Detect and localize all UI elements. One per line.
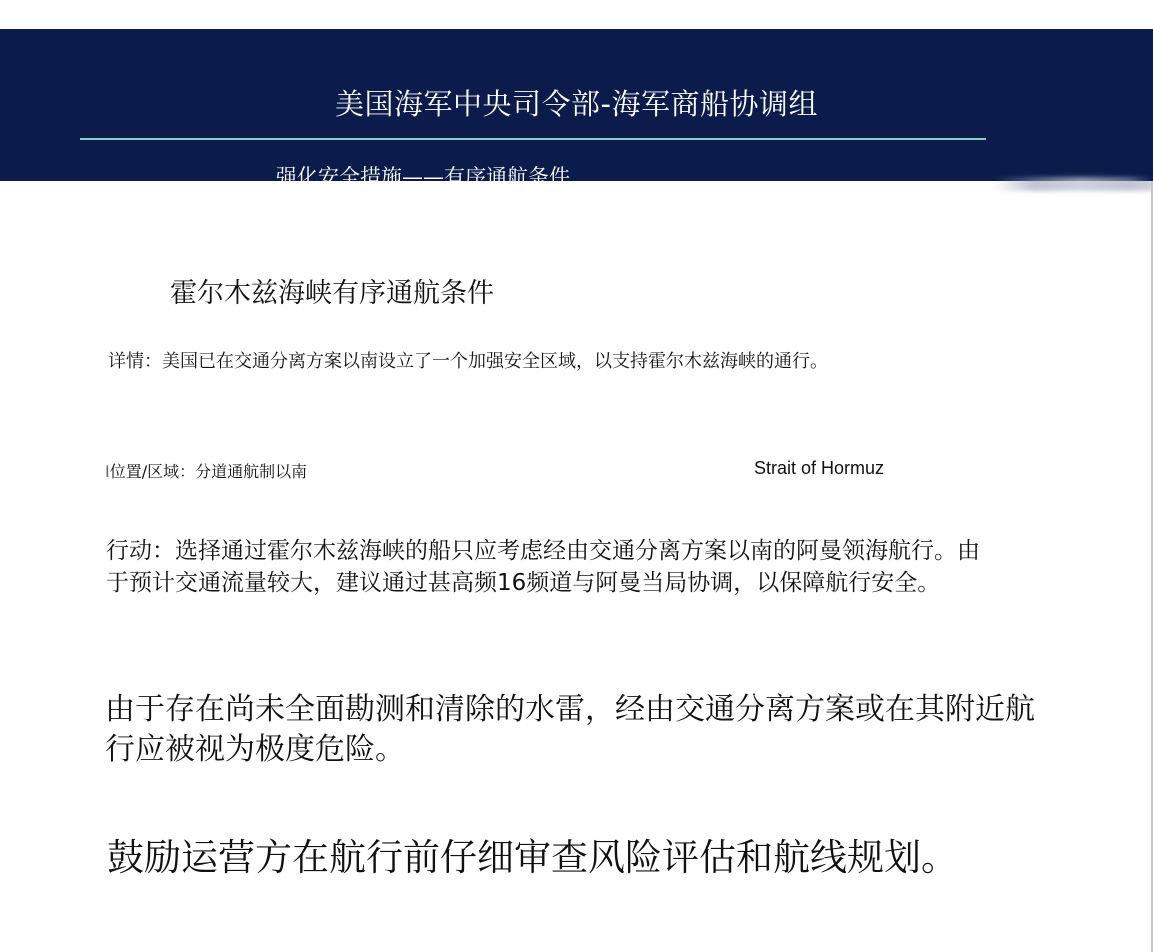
redacted-mark [993, 177, 1153, 191]
operator-advice: 鼓励运营方在航行前仔细审查风险评估和航线规划。 [107, 836, 958, 879]
location-text: 位置/区域：分道通航制以南 [109, 462, 308, 481]
header-divider [80, 138, 986, 140]
location-prefix: I [105, 462, 110, 481]
header-subtitle: 强化安全措施——有序通航条件 [276, 165, 570, 189]
header-title: 美国海军中央司令部-海军商船协调组 [335, 87, 818, 121]
location-english-label: Strait of Hormuz [754, 458, 885, 478]
notice-heading: 霍尔木兹海峡有序通航条件 [170, 278, 494, 309]
header-banner [0, 29, 1153, 189]
notice-action: 行动：选择通过霍尔木兹海峡的船只应考虑经由交通分离方案以南的阿曼领海航行。由于预计交通流量较大，建议通过甚高频16频道与阿曼当局协调，以保障航行安全。 [106, 538, 980, 596]
notice-location [105, 459, 307, 482]
notice-details: 详情：美国已在交通分离方案以南设立了一个加强安全区域，以支持霍尔木兹海峡的通行。 [108, 351, 828, 372]
mine-warning: 由于存在尚未全面勘测和清除的水雷，经由交通分离方案或在其附近航行应被视为极度危险。 [105, 692, 1035, 767]
